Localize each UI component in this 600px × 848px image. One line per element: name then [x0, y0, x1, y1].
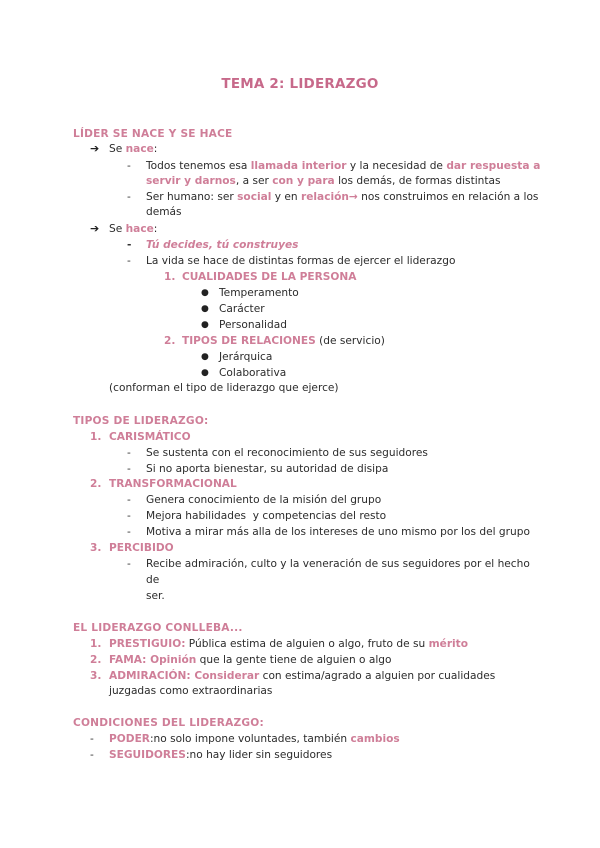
bullet-icon: ● — [201, 368, 209, 378]
list-number: 3. — [90, 670, 102, 682]
list-number: 1. — [90, 638, 102, 650]
transformacional-heading: TRANSFORMACIONAL — [109, 478, 237, 490]
bullet-icon: ● — [201, 320, 209, 330]
section-heading-conlleba: EL LIDERAZGO CONLLEBA... — [73, 622, 243, 634]
list-item: Motiva a mirar más alla de los intereses de uno mismo por los del grupo — [146, 526, 530, 538]
dash-icon: - — [127, 447, 131, 459]
dash-icon: - — [127, 191, 131, 203]
dash-icon: - — [127, 255, 131, 267]
liderazgo-note: (conforman el tipo de liderazgo que ejerce) — [109, 382, 339, 394]
page-title: TEMA 2: LIDERAZGO — [221, 76, 379, 92]
percibido-detail: Recibe admiración, culto y la veneración de sus seguidores por el hecho — [146, 558, 530, 570]
relaciones-heading: TIPOS DE RELACIONES (de servicio) — [182, 335, 385, 347]
seguidores-line: SEGUIDORES:no hay lider sin seguidores — [109, 749, 333, 761]
cualidades-heading: CUALIDADES DE LA PERSONA — [182, 271, 357, 283]
carismatico-heading: CARISMÁTICO — [109, 431, 191, 443]
arrow-icon: ➔ — [90, 222, 100, 235]
list-item: Jerárquica — [219, 351, 273, 363]
dash-icon: - — [127, 463, 131, 475]
dash-icon: - — [127, 494, 131, 506]
bullet-icon: ● — [201, 304, 209, 314]
dash-icon: - — [127, 558, 131, 570]
bullet-icon: ● — [201, 288, 209, 298]
dash-icon: - — [90, 733, 94, 745]
list-item: Personalidad — [219, 319, 287, 331]
list-number: 1. — [90, 431, 102, 443]
admiracion-line-cont: juzgadas como extraordinarias — [109, 685, 273, 697]
poder-line: PODER:no solo impone voluntades, también cambios — [109, 733, 400, 745]
dash-icon: - — [90, 749, 94, 761]
arrow-icon: ➔ — [90, 142, 100, 155]
list-item: Genera conocimiento de la misión del grupo — [146, 494, 382, 506]
percibido-heading: PERCIBIDO — [109, 542, 174, 554]
list-number: 2. — [164, 335, 176, 347]
list-number: 1. — [164, 271, 176, 283]
list-item: Carácter — [219, 303, 265, 315]
se-hace-line: Se hace: — [109, 223, 158, 235]
list-item: Si no aporta bienestar, su autoridad de disipa — [146, 463, 389, 475]
prestigio-line: PRESTIGUIO: Pública estima de alguien o algo, fruto de su mérito — [109, 638, 469, 650]
percibido-detail-end: ser. — [146, 590, 165, 602]
bullet-icon: ● — [201, 352, 209, 362]
admiracion-line: ADMIRACIÓN: Considerar con estima/agrado a alguien por cualidades — [109, 670, 496, 682]
section-heading-tipos: TIPOS DE LIDERAZGO: — [73, 415, 209, 427]
list-number: 2. — [90, 654, 102, 666]
se-nace-line: Se nace: — [109, 143, 158, 155]
list-item: Temperamento — [219, 287, 299, 299]
dash-icon: - — [127, 510, 131, 522]
list-number: 3. — [90, 542, 102, 554]
nace-detail-2-cont: demás — [146, 206, 182, 218]
fama-line: FAMA: Opinión que la gente tiene de alguien o algo — [109, 654, 392, 666]
percibido-detail-cont: de — [146, 574, 160, 586]
list-item: Se sustenta con el reconocimiento de sus seguidores — [146, 447, 428, 459]
dash-icon: - — [127, 526, 131, 538]
hace-detail-2: La vida se hace de distintas formas de ejercer el liderazgo — [146, 255, 456, 267]
list-number: 2. — [90, 478, 102, 490]
nace-detail-1-cont: servir y darnos, a ser con y para los demás, de formas distintas — [146, 175, 501, 187]
hace-detail-1: Tú decides, tú construyes — [146, 239, 299, 251]
dash-icon: - — [127, 239, 132, 251]
section-heading-condiciones: CONDICIONES DEL LIDERAZGO: — [73, 717, 264, 729]
list-item: Colaborativa — [219, 367, 287, 379]
list-item: Mejora habilidades y competencias del resto — [146, 510, 387, 522]
section-heading-lider: LÍDER SE NACE Y SE HACE — [73, 128, 233, 140]
nace-detail-1: Todos tenemos esa llamada interior y la necesidad de dar respuesta a — [146, 160, 541, 172]
dash-icon: - — [127, 160, 131, 172]
nace-detail-2: Ser humano: ser social y en relación→ nos construimos en relación a los — [146, 191, 539, 203]
